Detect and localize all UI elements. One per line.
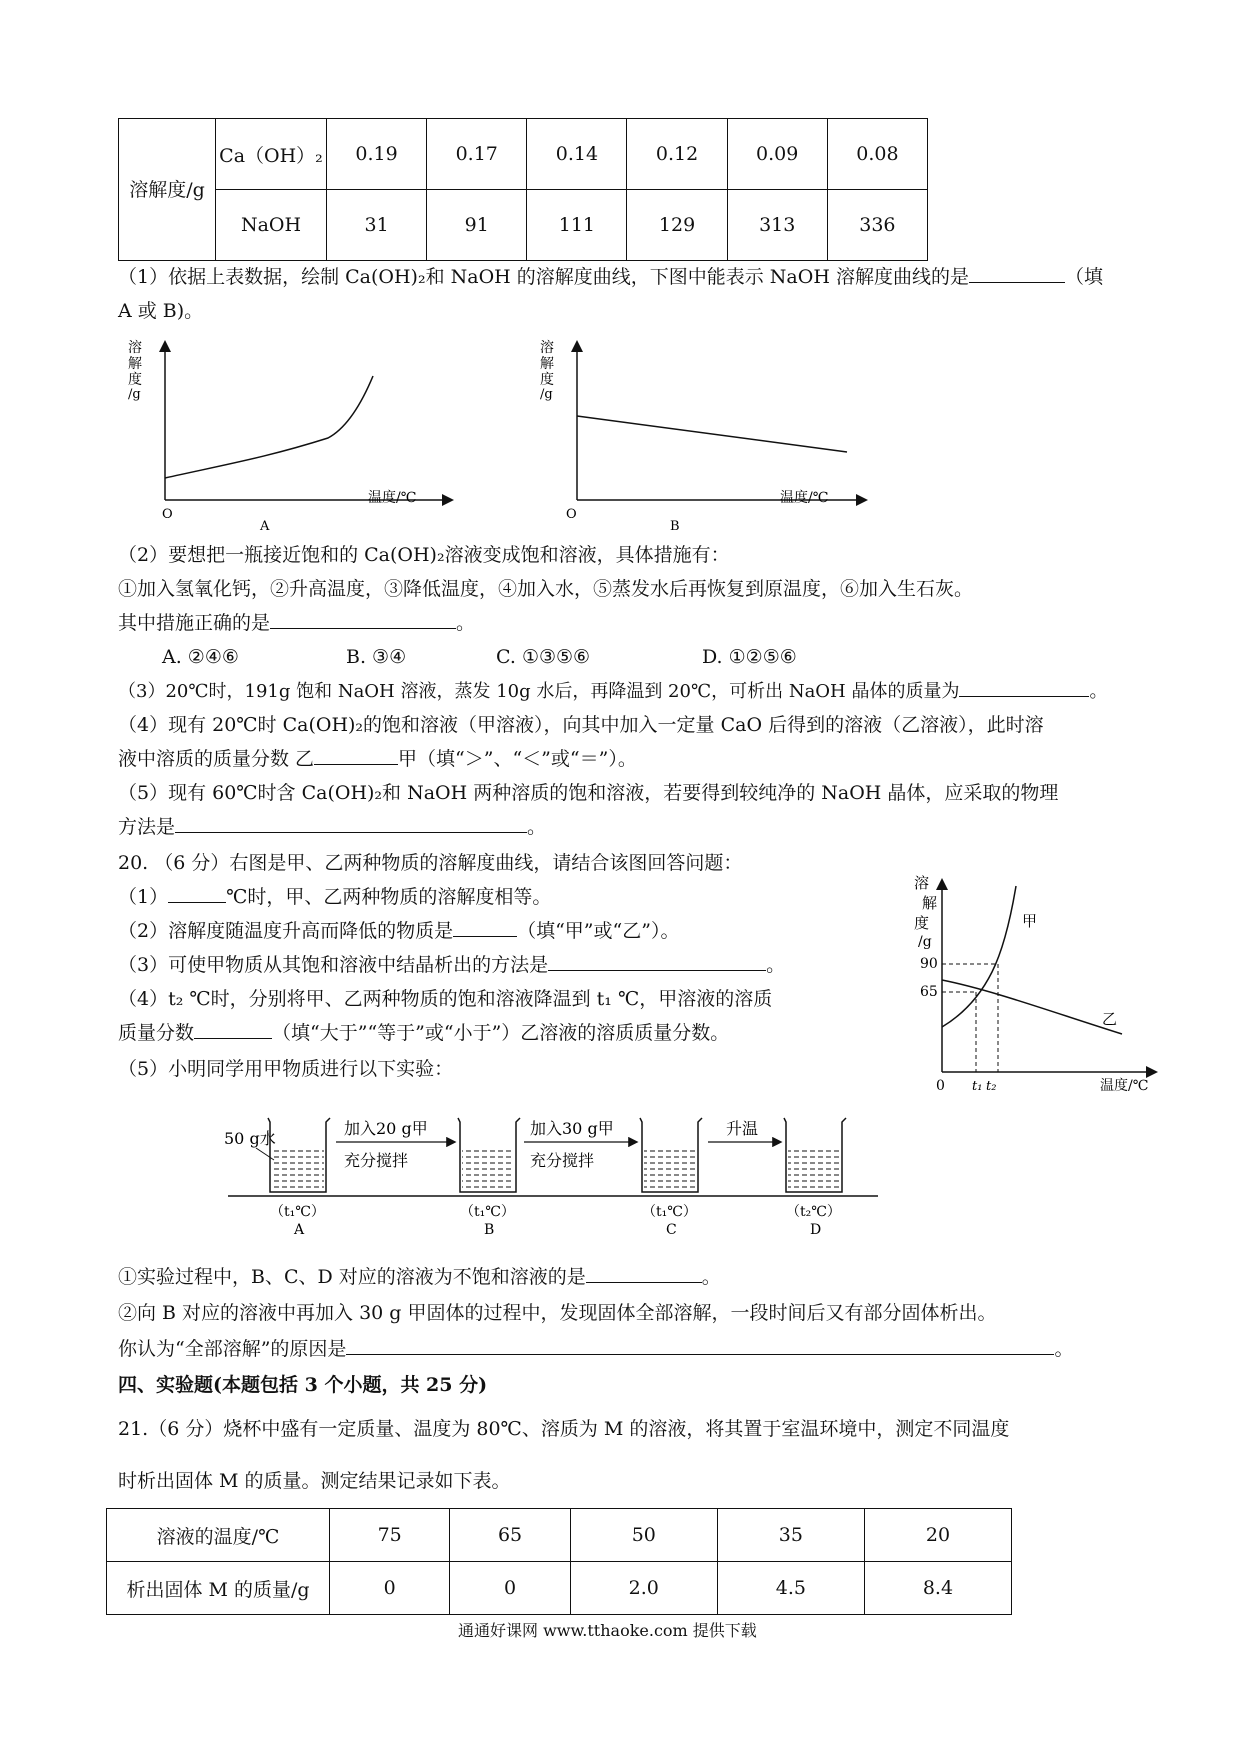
y-label: 度: [540, 372, 554, 388]
table-cell: 50: [570, 1509, 717, 1562]
temp-label: （t₂℃）: [786, 1204, 841, 1220]
table-cell: 0.17: [427, 119, 527, 190]
answer-blank[interactable]: [959, 678, 1089, 697]
beaker-d: [784, 1118, 846, 1192]
graph-caption: A: [260, 519, 270, 532]
table-cell: 75: [330, 1509, 450, 1562]
q20-title: 20. （6 分）右图是甲、乙两种物质的溶解度曲线，请结合该图回答问题：: [118, 852, 743, 874]
table-row: [119, 190, 928, 261]
precipitate-table: [106, 1508, 1012, 1615]
answer-blank[interactable]: [175, 814, 527, 833]
table-cell: 溶液的温度/℃: [107, 1509, 330, 1562]
step3-label: 升温: [726, 1119, 759, 1138]
y-label: 溶: [914, 874, 930, 892]
y-label: /g: [540, 387, 553, 402]
q2-option-a: A. ②④⑥: [162, 646, 239, 668]
table-cell: 20: [864, 1509, 1011, 1562]
x-label: 温度/℃: [1100, 1078, 1149, 1094]
answer-blank[interactable]: [453, 918, 517, 937]
q20-sub1: ①实验过程中，B、C、D 对应的溶液为不饱和溶液的是 。: [118, 1266, 721, 1288]
y-label: /g: [918, 934, 932, 950]
origin-label: O: [566, 507, 577, 522]
x-label: 温度/℃: [780, 490, 829, 506]
table-cell: 336: [827, 190, 927, 261]
q20-s5: （5）小明同学用甲物质进行以下实验：: [118, 1058, 454, 1080]
q20-sub2-line1: ②向 B 对应的溶液中再加入 30 g 甲固体的过程中，发现固体全部溶解，一段时间后又有部分固体析出。: [118, 1302, 997, 1324]
table-cell: 0: [450, 1562, 570, 1615]
y-label: 度: [128, 372, 142, 388]
q20-s4-line2: 质量分数 （填“大于”“等于”或“小于”）乙溶液的溶质质量分数。: [118, 1022, 730, 1044]
q2-option-c: C. ①③⑤⑥: [496, 646, 591, 668]
table-cell: 4.5: [717, 1562, 864, 1615]
answer-blank[interactable]: [168, 884, 226, 903]
answer-blank[interactable]: [548, 952, 766, 971]
beaker-b: [458, 1118, 520, 1192]
table-cell: 0: [330, 1562, 450, 1615]
step2-label: 充分搅拌: [530, 1151, 595, 1170]
step2-label: 加入30 g甲: [530, 1119, 614, 1138]
series-label: 甲: [1022, 912, 1038, 930]
y-label: 溶: [540, 340, 554, 356]
answer-blank[interactable]: [270, 610, 456, 629]
table-cell: 111: [527, 190, 627, 261]
q20-s3: （3）可使甲物质从其饱和溶液中结晶析出的方法是 。: [118, 954, 786, 976]
y-label: 解: [540, 356, 554, 372]
table-cell: 析出固体 M 的质量/g: [107, 1562, 330, 1615]
q4-line2: 液中溶质的质量分数 乙 甲（填“＞”、“＜”或“＝”）。: [118, 748, 637, 770]
graph-a: [118, 332, 458, 532]
table-cell: 91: [427, 190, 527, 261]
q21-line1: 21.（6 分）烧杯中盛有一定质量、温度为 80℃、溶质为 M 的溶液，将其置于室温环境中，测定不同温度: [118, 1418, 1010, 1440]
table-cell: 2.0: [570, 1562, 717, 1615]
experiment-diagram: [218, 1100, 908, 1240]
y-tick-label: 90: [920, 956, 938, 972]
table-cell: 129: [627, 190, 727, 261]
origin-label: O: [162, 507, 173, 522]
beaker-label: D: [810, 1222, 822, 1238]
temp-label: （t₁℃）: [642, 1204, 697, 1220]
answer-blank[interactable]: [346, 1336, 1054, 1355]
graph-b: [532, 332, 872, 532]
q4-line1: （4）现有 20℃时 Ca(OH)₂的饱和溶液（甲溶液），向其中加入一定量 CaO 后得到的溶液（乙溶液），此时溶: [118, 714, 1044, 736]
y-tick-label: 65: [920, 984, 938, 1000]
x-tick-label: t₂: [986, 1079, 997, 1094]
table-row: [107, 1562, 1012, 1615]
q20-s1: （1） ℃时，甲、乙两种物质的溶解度相等。: [118, 886, 552, 908]
table-row: [119, 119, 928, 190]
table-cell: 0.08: [827, 119, 927, 190]
q20-sub2-line2: 你认为“全部溶解”的原因是 。: [118, 1338, 1074, 1360]
x-label: 温度/℃: [368, 490, 417, 506]
table-cell: 313: [727, 190, 827, 261]
y-label: 溶: [128, 340, 142, 356]
x-tick-label: t₁: [972, 1079, 983, 1094]
temp-label: （t₁℃）: [460, 1204, 515, 1220]
q2-line1: （2）要想把一瓶接近饱和的 Ca(OH)₂溶液变成饱和溶液，具体措施有：: [118, 544, 730, 566]
q2-option-d: D. ①②⑤⑥: [702, 646, 797, 668]
solubility-curve-graph: [912, 872, 1162, 1112]
footer: 通通好课网 www.tthaoke.com 提供下载: [458, 1621, 757, 1640]
water-label: 50 g水: [224, 1129, 276, 1148]
answer-blank[interactable]: [194, 1020, 272, 1039]
q1-line2: A 或 B)。: [118, 300, 204, 322]
table-row: [107, 1509, 1012, 1562]
beaker-label: C: [666, 1222, 677, 1238]
temp-label: （t₁℃）: [270, 1204, 325, 1220]
table-cell: 8.4: [864, 1562, 1011, 1615]
q1-line1: （1）依据上表数据，绘制 Ca(OH)₂和 NaOH 的溶解度曲线，下图中能表示 NaOH 溶解度曲线的是 （填: [118, 266, 1103, 288]
curve-a: [165, 376, 373, 478]
table-cell: 0.19: [327, 119, 427, 190]
table-cell: Ca（OH）₂: [216, 119, 327, 190]
beaker-label: B: [484, 1222, 495, 1238]
q5-line2: 方法是 。: [118, 816, 547, 838]
y-label: 解: [922, 894, 938, 912]
step1-label: 加入20 g甲: [344, 1119, 428, 1138]
pointer-line: [256, 1148, 274, 1160]
series-jia: [942, 886, 1016, 1027]
answer-blank[interactable]: [586, 1264, 702, 1283]
curve-b: [577, 416, 847, 452]
table-cell: 65: [450, 1509, 570, 1562]
row-header: 溶解度/g: [119, 119, 216, 261]
y-label: /g: [128, 387, 141, 402]
q20-s4-line1: （4）t₂ ℃时，分别将甲、乙两种物质的饱和溶液降温到 t₁ ℃，甲溶液的溶质: [118, 988, 773, 1010]
q2-option-b: B. ③④: [346, 646, 407, 668]
q5-line1: （5）现有 60℃时含 Ca(OH)₂和 NaOH 两种溶质的饱和溶液，若要得到较纯净的 NaOH 晶体，应采取的物理: [118, 782, 1059, 804]
step1-label: 充分搅拌: [344, 1151, 409, 1170]
answer-blank[interactable]: [969, 264, 1065, 283]
answer-blank[interactable]: [314, 746, 398, 765]
table-cell: 0.12: [627, 119, 727, 190]
q3-line: （3）20℃时，191g 饱和 NaOH 溶液，蒸发 10g 水后，再降温到 20℃，可析出 NaOH 晶体的质量为 。: [118, 678, 1107, 705]
table-cell: 31: [327, 190, 427, 261]
q2-line2: ①加入氢氧化钙，②升高温度，③降低温度，④加入水，⑤蒸发水后再恢复到原温度，⑥加入生石灰。: [118, 578, 974, 600]
q2-line3: 其中措施正确的是 。: [118, 612, 476, 634]
origin-label: 0: [936, 1078, 945, 1094]
table-cell: 35: [717, 1509, 864, 1562]
series-yi: [942, 980, 1122, 1034]
q21-line2: 时析出固体 M 的质量。测定结果记录如下表。: [118, 1470, 511, 1492]
beaker-a: [268, 1118, 330, 1192]
series-label: 乙: [1102, 1010, 1118, 1028]
section-title: 四、实验题(本题包括 3 个小题，共 25 分): [118, 1374, 488, 1396]
q20-s2: （2）溶解度随温度升高而降低的物质是 （填“甲”或“乙”）。: [118, 920, 680, 942]
table-cell: NaOH: [216, 190, 327, 261]
beaker-c: [640, 1118, 702, 1192]
table-cell: 0.09: [727, 119, 827, 190]
graph-caption: B: [670, 519, 680, 532]
y-label: 度: [914, 914, 930, 932]
solubility-table: [118, 118, 928, 261]
table-cell: 0.14: [527, 119, 627, 190]
beaker-label: A: [294, 1222, 305, 1238]
y-label: 解: [128, 356, 142, 372]
